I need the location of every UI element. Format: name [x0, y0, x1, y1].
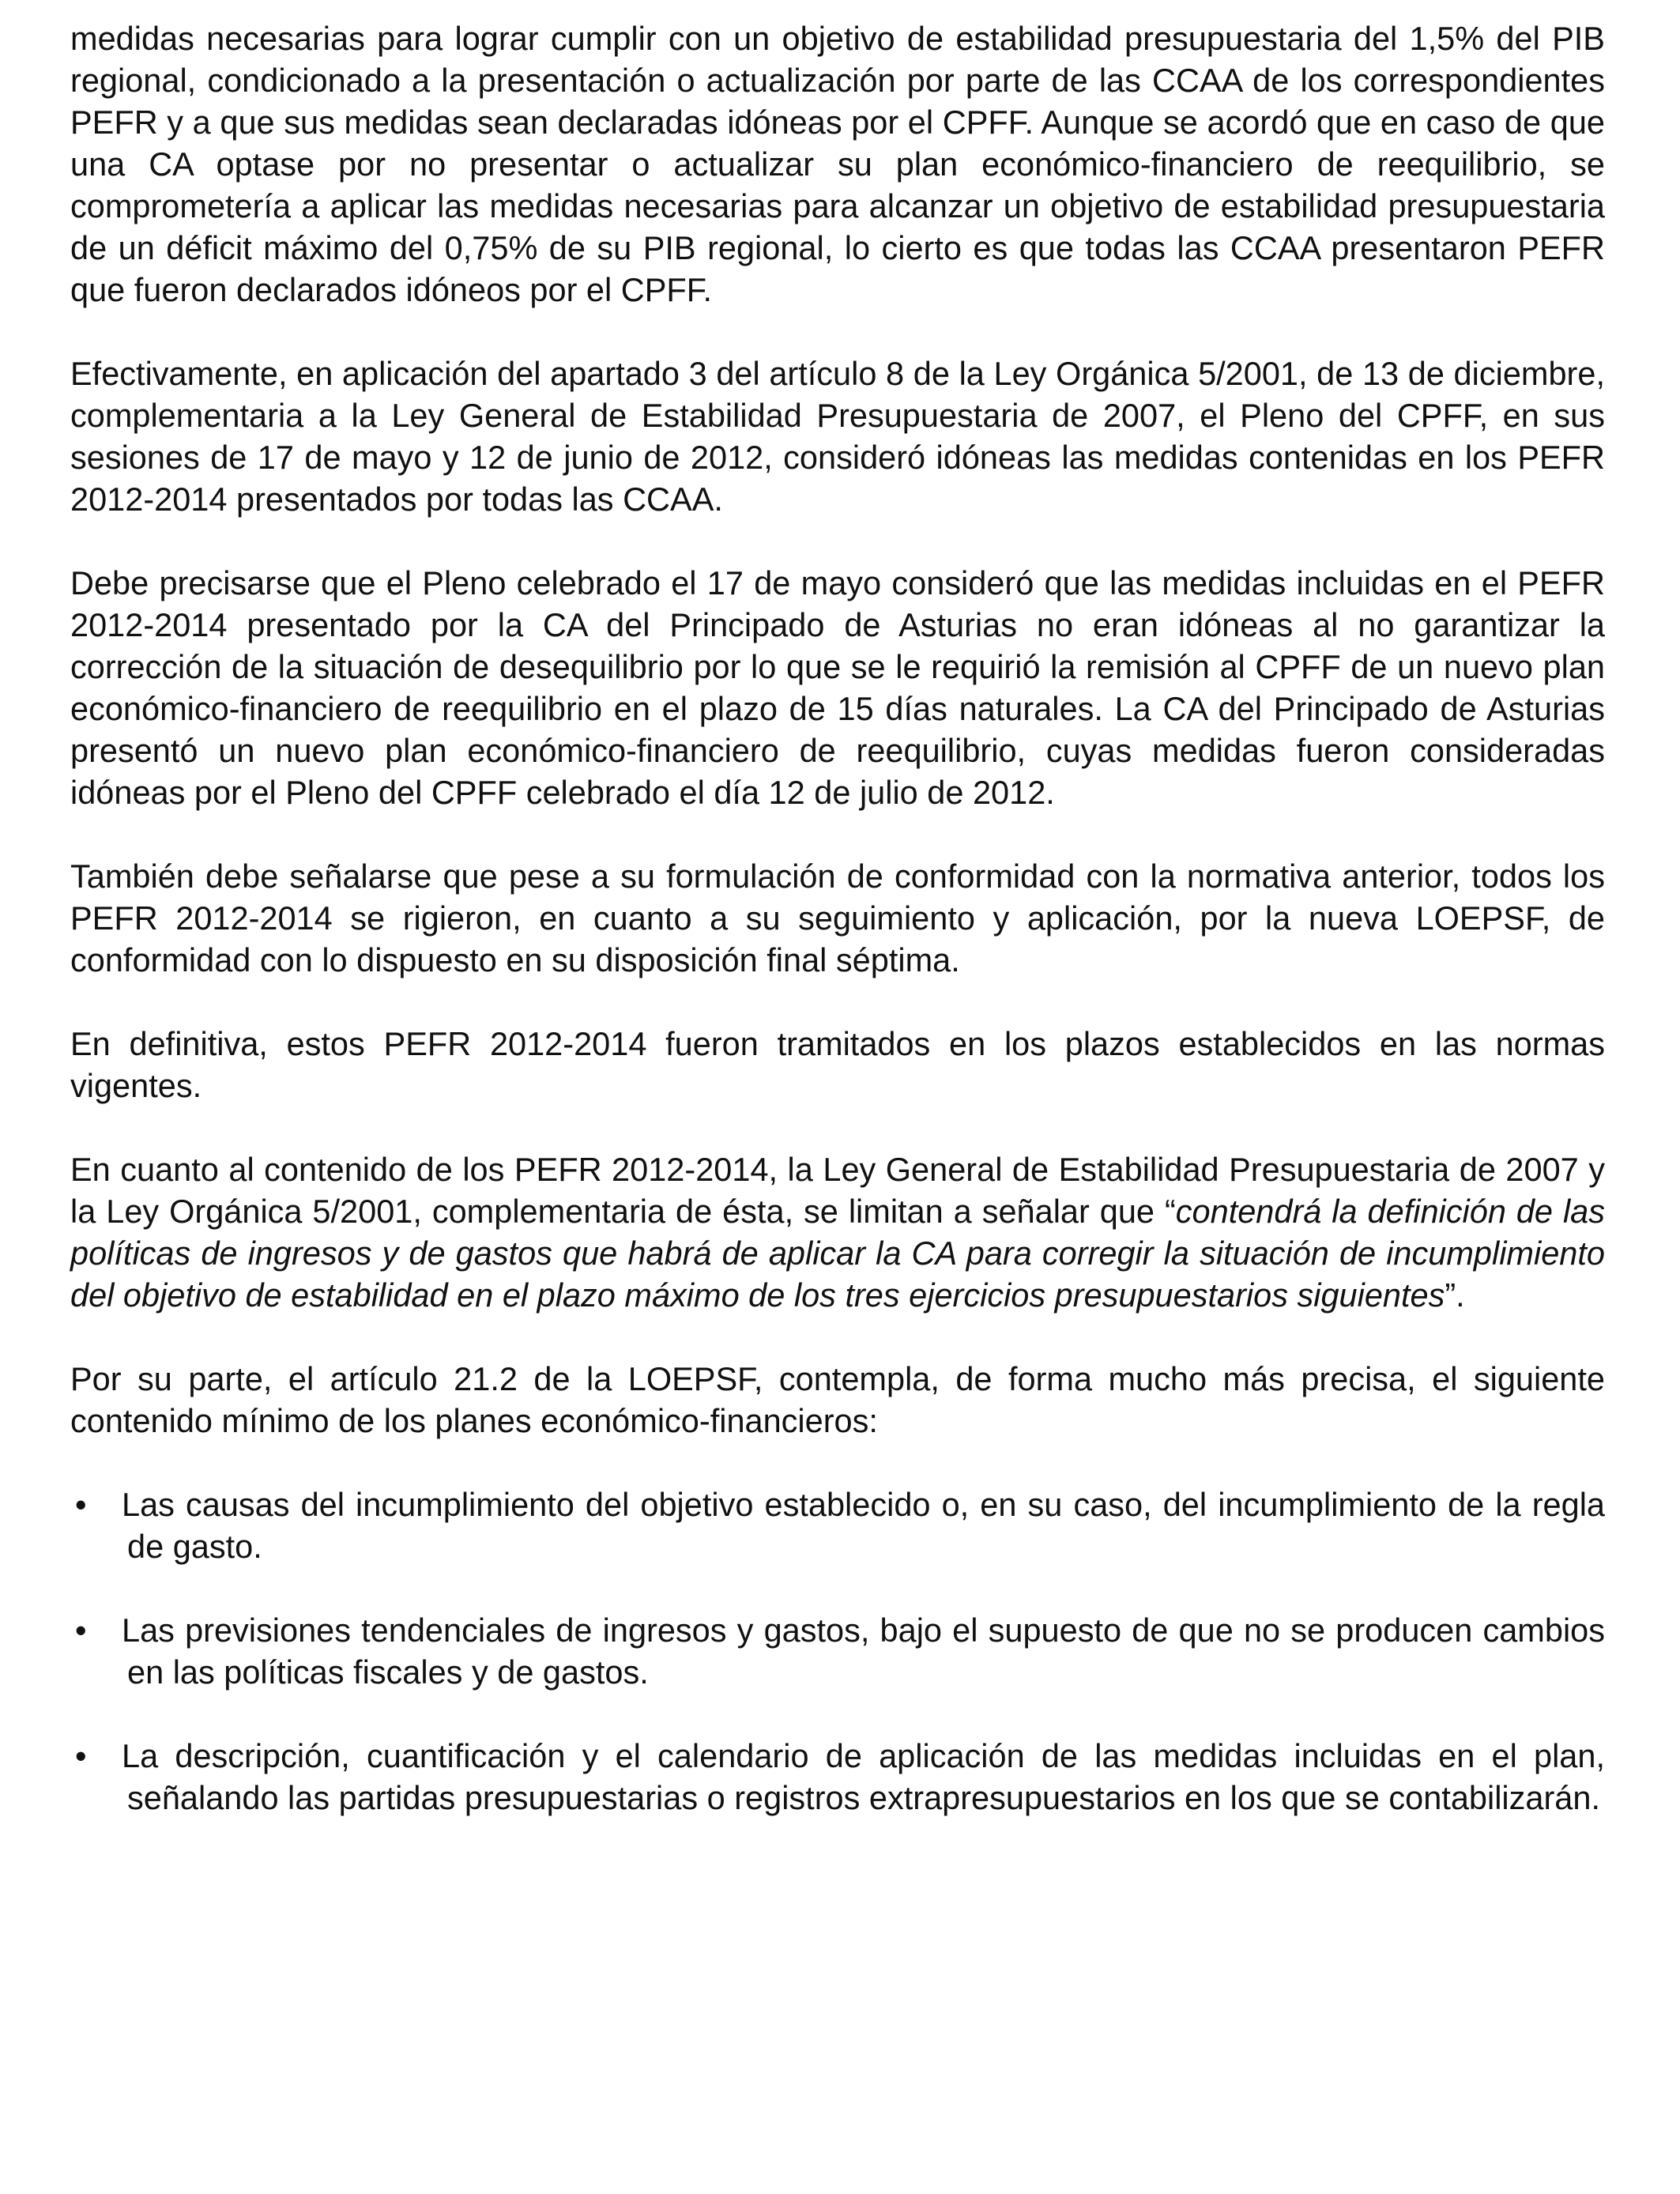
list-item — [70, 1483, 1605, 1567]
list-item — [70, 1735, 1605, 1819]
minimum-content-list — [70, 1483, 1605, 1819]
bullet-icon: • — [75, 1612, 87, 1649]
bullet-icon: • — [75, 1737, 87, 1774]
paragraph-articulo-21: Por su parte, el artículo 21.2 de la LOEPSF, contempla, de forma mucho más precisa, el siguiente contenido mínimo de los planes económico-financieros: — [70, 1360, 1605, 1439]
paragraph-plazos: En definitiva, estos PEFR 2012-2014 fueron tramitados en los plazos establecidos en las normas vigentes. — [70, 1025, 1605, 1104]
bullet-icon: • — [75, 1486, 87, 1523]
document-body — [70, 17, 1605, 1860]
list-item-text: La descripción, cuantificación y el calendario de aplicación de las medidas incluidas en el plan, señalando las partidas presupuestarias o registros extrapresupuestarios en los que se contabilizarán. — [122, 1737, 1605, 1816]
paragraph-asturias-plan: Debe precisarse que el Pleno celebrado el 17 de mayo consideró que las medidas incluidas en el PEFR 2012-2014 presentado por la CA del Principado de Asturias no eran idóneas al no garantizar la corrección de la situación de desequilibrio por lo que se le requirió la remisión al CPFF de un nuevo plan económico-financiero de reequilibrio en el plazo de 15 días naturales. La CA del Principado de Asturias presentó un nuevo plan económico-financiero de reequilibrio, cuyas medidas fueron consideradas idóneas por el Pleno del CPFF celebrado el día 12 de julio de 2012. — [70, 564, 1605, 811]
quote-tail: ”. — [1445, 1276, 1465, 1314]
list-item-text: Las previsiones tendenciales de ingresos y gastos, bajo el supuesto de que no se producen cambios en las políticas fiscales y de gastos. — [122, 1612, 1605, 1691]
paragraph-contenido-pefr — [70, 1148, 1605, 1316]
list-item-text: Las causas del incumplimiento del objetivo establecido o, en su caso, del incumplimiento de la regla de gasto. — [122, 1486, 1605, 1565]
quote-lead: En cuanto al contenido de los PEFR 2012-2014, la Ley General de Estabilidad Presupuestaria de 2007 y la Ley Orgánica 5/2001, complementaria de ésta, se limitan a señalar que “ — [70, 1151, 1605, 1230]
quote-text: contendrá la definición de las políticas de ingresos y de gastos que habrá de aplicar la CA para corregir la situación de incumplimiento del objetivo de estabilidad en el plazo máximo de los tres ejercicios presupuestarios siguientes — [70, 1193, 1605, 1314]
list-item — [70, 1609, 1605, 1693]
paragraph-stability-objective: medidas necesarias para lograr cumplir con un objetivo de estabilidad presupuestaria del 1,5% del PIB regional, condicionado a la presentación o actualización por parte de las CCAA de los correspondientes PEFR y a que sus medidas sean declaradas idóneas por el CPFF. Aunque se acordó que en caso de que una CA optase por no presentar o actualizar su plan económico-financiero de reequilibrio, se comprometería a aplicar las medidas necesarias para alcanzar un objetivo de estabilidad presupuestaria de un déficit máximo del 0,75% de su PIB regional, lo cierto es que todas las CCAA presentaron PEFR que fueron declarados idóneos por el CPFF. — [70, 20, 1605, 308]
paragraph-cpff-sessions: Efectivamente, en aplicación del apartado 3 del artículo 8 de la Ley Orgánica 5/2001, de 13 de diciembre, complementaria a la Ley General de Estabilidad Presupuestaria de 2007, el Pleno del CPFF, en sus sesiones de 17 de mayo y 12 de junio de 2012, consideró idóneas las medidas contenidas en los PEFR 2012-2014 presentados por todas las CCAA. — [70, 355, 1605, 518]
paragraph-loepsf-application: También debe señalarse que pese a su formulación de conformidad con la normativa anterior, todos los PEFR 2012-2014 se rigieron, en cuanto a su seguimiento y aplicación, por la nueva LOEPSF, de conformidad con lo dispuesto en su disposición final séptima. — [70, 858, 1605, 978]
